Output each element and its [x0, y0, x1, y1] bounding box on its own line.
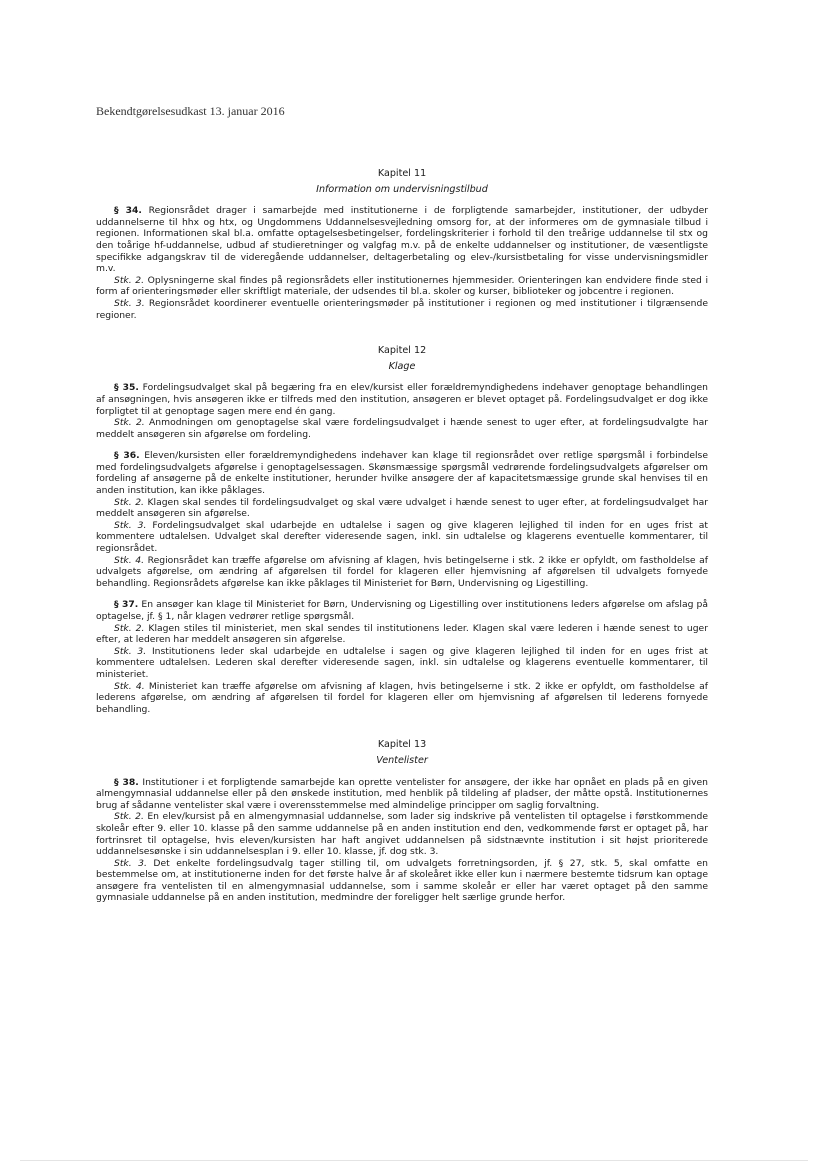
section-text: Eleven/kursisten eller forældremyndighedens indehaver kan klage til regionsrådet over retlige spørgsmål i forbindelse med fordelingsudvalgets afgørelse i genoptagelsessagen. Skønsmæssige spørgsmål vedrørende fordelingsudvalgets afgørelser om fordeling af ansøgerne på de enkelte institutioner, herunder hvilke ansøgere der af kapacitetsmæssige grunde skal henvises til en anden institution, kan ikke påklages.: [96, 450, 708, 497]
subsection-paragraph: [96, 811, 708, 857]
chapter-title: Kapitel 13: [377, 739, 427, 751]
subsection-text: Oplysningerne skal findes på regionsrådets eller institutionernes hjemmesider. Orienteringen kan endvidere finde sted i form af orienteringsmøder eller skriftligt materiale, der udsendes til bl.a. skoler og kurser, biblioteker og jobcentre i regionen.: [96, 274, 708, 298]
section-paragraph: [96, 450, 708, 496]
chapter-title: Kapitel 12: [377, 345, 427, 357]
subsection-text: Fordelingsudvalget skal udarbejde en udtalelse i sagen og give klageren lejlighed til inden for en uges frist at kommentere udtalelsen. Udvalget skal derefter videresende sagen, inkl. sin udtalelse og klagerens eventuelle kommentarer, til regionsrådet.: [96, 519, 708, 555]
section-number: § 37.: [114, 599, 139, 611]
subsection-label: Stk. 3.: [114, 297, 145, 309]
section-paragraph: [96, 599, 708, 622]
section-number: § 36.: [114, 450, 140, 462]
subsection-label: Stk. 2.: [114, 622, 145, 634]
subsection-label: Stk. 2.: [114, 274, 145, 286]
subsection-text: Regionsrådet kan træffe afgørelse om afvisning af klagen, hvis betingelserne i stk. 2 ikke er opfyldt, om fastholdelse af udvalgets afgørelse, om ændring af afgørelsen til fordel for klageren eller hjemvisning af afgørelsen til udvalgets fornyede behandling. Regionsrådets afgørelse kan ikke påklages til Ministeriet for Børn, Undervisning og Ligestilling.: [96, 554, 708, 589]
subsection-paragraph: [96, 417, 708, 440]
document-header: Bekendtgørelsesudkast 13. januar 2016: [96, 104, 285, 118]
subsection-paragraph: [96, 275, 708, 298]
subsection-paragraph: [96, 681, 708, 716]
page-bottom-edge: [20, 1160, 808, 1161]
chapter-subtitle: Information om undervisningstilbud: [316, 183, 488, 195]
section-number: § 38.: [114, 776, 139, 788]
section-text: En ansøger kan klage til Ministeriet for Børn, Undervisning og Ligestilling over institutionens leders afgørelse om afslag på optagelse, jf. § 1, når klagen vedrører retlige spørgsmål.: [96, 599, 708, 622]
subsection-paragraph: [96, 623, 708, 646]
chapter-subtitle: Klage: [388, 360, 416, 372]
subsection-paragraph: [96, 555, 708, 590]
chapter-spacer: [96, 715, 708, 739]
subsection-paragraph: [96, 298, 708, 321]
section-paragraph: [96, 205, 708, 275]
subsection-label: Stk. 2.: [114, 417, 145, 429]
section-number: § 34.: [114, 205, 142, 217]
subsection-text: Regionsrådet koordinerer eventuelle orienteringsmøder på institutioner i regionen og med institutioner i tilgrænsende regioner.: [96, 297, 708, 321]
subsection-text: Ministeriet kan træffe afgørelse om afvisning af klagen, hvis betingelserne i stk. 2 ikke er opfyldt, om fastholdelse af lederens afgørelse, om ændring af afgørelsen til fordel for klageren eller om hjemvisning af afgørelsen til lederens fornyede behandling.: [96, 680, 708, 715]
subsection-text: Institutionens leder skal udarbejde en udtalelse i sagen og give klageren lejlighed til inden for en uges frist at kommentere udtalelsen. Lederen skal derefter videresende sagen, inkl. sin udtalelse og klagerens eventuelle kommentarer, til ministeriet.: [96, 645, 709, 680]
subsection-label: Stk. 4.: [114, 554, 145, 566]
subsection-text: Klagen skal sendes til fordelingsudvalget og skal være udvalget i hænde senest to uger efter, at fordelingsudvalget har meddelt ansøgeren sin afgørelse.: [96, 496, 709, 520]
chapter-title: Kapitel 11: [377, 168, 427, 179]
section-spacer: [96, 589, 708, 599]
subsection-paragraph: [96, 520, 708, 555]
subsection-text: Klagen stiles til ministeriet, men skal sendes til institutionens leder. Klagen skal være lederen i hænde senest to uger efter, at lederen har meddelt ansøgeren sin afgørelse.: [96, 622, 708, 646]
chapter-subtitle: Ventelister: [376, 754, 428, 766]
subsection-paragraph: [96, 646, 708, 681]
section-paragraph: [96, 777, 708, 812]
subsection-label: Stk. 2.: [114, 496, 144, 508]
section-paragraph: [96, 382, 708, 417]
subsection-text: Anmodningen om genoptagelse skal være fordelingsudvalget i hænde senest to uger efter, at fordelingsudvalgte har meddelt ansøgeren sin afgørelse om fordeling.: [96, 417, 708, 440]
section-text: Fordelingsudvalget skal på begæring fra en elev/kursist eller forældremyndighedens indehaver genoptage behandlingen af ansøgningen, hvis ansøgeren ikke er tilfreds med den institution, ansøgeren er blevet optaget på. Fordelingsudvalget er dog ikke forpligtet til at genoptage sagen mere end én gang.: [96, 382, 708, 417]
chapter-spacer: [96, 321, 708, 345]
subsection-label: Stk. 2.: [114, 811, 144, 823]
section-text: Regionsrådet drager i samarbejde med institutionerne i de forpligtende samarbejder, institutioner, der udbyder uddannelserne til hhx og htx, og Ungdommens Uddannelsesvejledning omsorg for, at der informeres om de gymnasiale tilbud i regionen. Informationen skal bl.a. omfatte optagelsesbetingelser, fordelingskriterier i forhold til den treårige uddannelse til stx og den toårige hf-uddannelse, udbud af studieretninger og valgfag m.v. på de enkelte uddannelser og institutioner, de væsentligste specifikke adgangskrav til de videregående uddannelser, deltagerbetaling og elev-/kursistbetaling for visse undervisningsmidler m.v.: [96, 205, 709, 275]
subsection-label: Stk. 3.: [114, 519, 147, 531]
subsection-label: Stk. 3.: [114, 857, 147, 869]
subsection-label: Stk. 3.: [114, 645, 147, 657]
subsection-text: Det enkelte fordelingsudvalg tager stilling til, om udvalgets forretningsorden, jf. § 27, stk. 5, skal omfatte en bestemmelse om, at institutionerne inden for det første halve år af skoleåret ikke eller kun i nærmere bestemte tidsrum kan optage ansøgere fra ventelisten til en almengymnasial uddannelse, som i samme skoleår er eller har været optaget på den samme gymnasiale uddannelse på en anden institution, medmindre der foreligger helt særlige grunde herfor.: [96, 857, 709, 904]
section-spacer: [96, 440, 708, 450]
subsection-label: Stk. 4.: [114, 680, 145, 692]
subsection-paragraph: [96, 497, 708, 520]
subsection-text: En elev/kursist på en almengymnasial uddannelse, som lader sig indskrive på ventelisten til optagelse i førstkommende skoleår efter 9. eller 10. klasse på den samme uddannelse på en anden institution end den, vedkommende først er optaget på, har fortrinsret til optagelse, hvis eleven/kursisten har haft angivet uddannelsen på sidstnævnte institution i sit højst prioriterede uddannelsesønske i sin uddannelsesplan i 9. eller 10. klasse, jf. dog stk. 3.: [96, 811, 708, 858]
section-text: Institutioner i et forpligtende samarbejde kan oprette ventelister for ansøgere, der ikke har opnået en plads på en given almengymnasial uddannelse eller på den ønskede institution, med henblik på tildeling af pladser, der måtte opstå. Institutionernes brug af sådanne ventelister skal være i overensstemmelse med almindelige principper om saglig forvaltning.: [96, 776, 708, 811]
document-body: [96, 168, 708, 904]
section-number: § 35.: [114, 382, 139, 394]
subsection-paragraph: [96, 858, 708, 904]
